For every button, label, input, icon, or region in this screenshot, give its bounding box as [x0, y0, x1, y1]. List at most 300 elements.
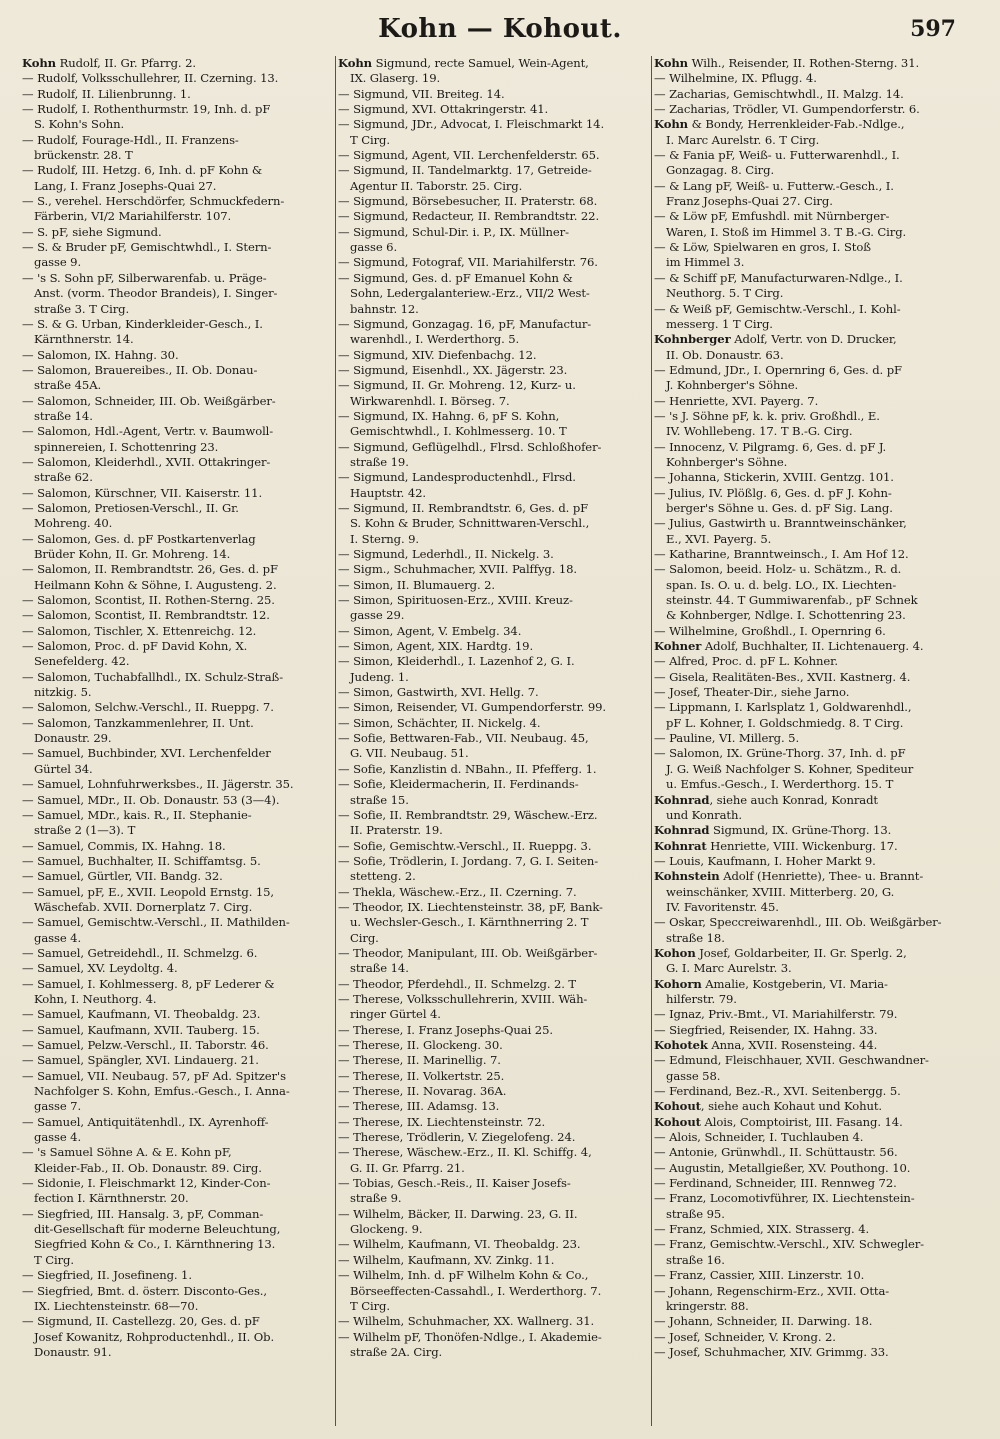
directory-entry [338, 1053, 648, 1068]
entry-text: — Sigmund, Geflügelhdl., Flrsd. Schloßhofer- [338, 439, 602, 454]
entry-continuation [338, 424, 648, 439]
entry-text: Sohn, Ledergalanteriew.-Erz., VII/2 West- [350, 286, 590, 301]
entry-text: gasse 9. [34, 255, 82, 270]
entry-text: pF L. Kohner, I. Goldschmiedg. 8. T Cirg. [666, 715, 904, 730]
directory-entry [338, 593, 648, 608]
entry-text: — Sofie, II. Rembrandtstr. 29, Wäschew.-Erz. [338, 807, 598, 822]
directory-entry [654, 71, 966, 86]
entry-text: Anna, XVII. Rosensteing. 44. [707, 1038, 878, 1052]
entry-continuation [22, 1191, 332, 1206]
directory-entry [338, 624, 648, 639]
directory-entry [654, 1191, 966, 1206]
entry-text: — & Schiff pF, Manufacturwaren-Ndlge., I. [654, 270, 903, 285]
directory-entry [654, 332, 966, 347]
entry-continuation [654, 133, 966, 148]
entry-text: — Salomon, beeid. Holz- u. Schätzm., R. d. [654, 562, 902, 577]
entry-text: J. Kohnberger's Söhne. [666, 378, 799, 393]
entry-text: — Lippmann, I. Karlsplatz 1, Goldwarenhdl., [654, 700, 912, 715]
directory-entry [338, 977, 648, 992]
entry-text: — Samuel, Antiquitätenhdl., IX. Ayrenhoff- [22, 1114, 269, 1129]
directory-entry [654, 685, 966, 700]
directory-entry [22, 271, 332, 286]
entry-text: — Samuel, Commis, IX. Hahng. 18. [22, 838, 226, 853]
entry-text: — Sigmund, XVI. Ottakringerstr. 41. [338, 102, 549, 117]
entry-text: — Therese, Wäschew.-Erz., II. Kl. Schiffg. 4, [338, 1145, 592, 1160]
directory-entry [654, 977, 966, 992]
entry-text: G. VII. Neubaug. 51. [350, 746, 469, 761]
entry-text: — Julius, Gastwirth u. Branntweinschänker, [654, 516, 907, 531]
entry-continuation [654, 777, 966, 792]
entry-text: — Franz, Gemischtw.-Verschl., XIV. Schwegler- [654, 1237, 924, 1252]
surname-heading: Kohout [654, 1114, 701, 1129]
entry-text: — Wilhelm, Inh. d. pF Wilhelm Kohn & Co., [338, 1268, 589, 1283]
entry-text: — Samuel, Gemischtw.-Verschl., II. Mathilden- [22, 915, 290, 930]
entry-text: — Salomon, Hdl.-Agent, Vertr. v. Baumwoll- [22, 424, 274, 439]
entry-text: — Salomon, Ges. d. pF Postkartenverlag [22, 531, 256, 546]
directory-entry [654, 1053, 966, 1068]
entry-text: Amalie, Kostgeberin, VI. Maria- [701, 976, 888, 991]
surname-heading: Kohon [654, 945, 696, 960]
surname-heading: Kohnrad [654, 823, 710, 838]
entry-text: — Salomon, Proc. d. pF David Kohn, X. [22, 639, 248, 654]
entry-text: — Edmund, JDr., I. Opernring 6, Ges. d. pF [654, 362, 902, 377]
directory-entry [338, 117, 648, 132]
entry-text: straße 16. [666, 1252, 725, 1267]
entry-text: & Kohnberger, Ndlge. I. Schottenring 23. [666, 608, 906, 623]
entry-continuation [338, 793, 648, 808]
directory-columns [22, 56, 966, 1431]
entry-continuation [654, 501, 966, 516]
entry-text: — Salomon, IX. Hahng. 30. [22, 347, 179, 362]
entry-text: S. Kohn's Sohn. [34, 117, 125, 132]
entry-text: — Wilhelm, Schuhmacher, XX. Wallnerg. 31. [338, 1314, 595, 1329]
directory-entry [338, 1099, 648, 1114]
entry-continuation [338, 1299, 648, 1314]
directory-entry [22, 777, 332, 792]
directory-entry [338, 854, 648, 869]
directory-entry [654, 547, 966, 562]
directory-entry [22, 869, 332, 884]
directory-entry [654, 363, 966, 378]
entry-continuation [654, 424, 966, 439]
entry-continuation [22, 1161, 332, 1176]
entry-text: Lang, I. Franz Josephs-Quai 27. [34, 178, 217, 193]
column-divider [651, 56, 652, 1426]
directory-entry [338, 1207, 648, 1222]
directory-entry [654, 700, 966, 715]
entry-text: — Salomon, Scontist, II. Rembrandtstr. 12. [22, 608, 270, 623]
directory-entry [338, 562, 648, 577]
directory-entry [654, 240, 966, 255]
directory-entry [22, 977, 332, 992]
directory-entry [654, 854, 966, 869]
entry-text: straße 62. [34, 470, 93, 485]
directory-entry [338, 1038, 648, 1053]
entry-text: — Samuel, Getreidehdl., II. Schmelzg. 6. [22, 945, 258, 960]
directory-entry [654, 1084, 966, 1099]
directory-entry [654, 486, 966, 501]
entry-text: — Siegfried, III. Hansalg. 3, pF, Comman- [22, 1206, 264, 1221]
directory-entry [654, 562, 966, 577]
entry-continuation [338, 670, 648, 685]
entry-continuation [654, 348, 966, 363]
directory-entry [654, 915, 966, 930]
entry-continuation [338, 931, 648, 946]
entry-text: — Samuel, Buchbinder, XVI. Lerchenfelder [22, 746, 271, 761]
entry-continuation [22, 117, 332, 132]
entry-text: , siehe auch Kohaut und Kohut. [700, 1099, 883, 1114]
entry-continuation [22, 179, 332, 194]
directory-entry [654, 409, 966, 424]
entry-continuation [338, 286, 648, 301]
entry-text: Donaustr. 29. [34, 731, 112, 746]
directory-entry [22, 1069, 332, 1084]
entry-text: spinnereien, I. Schottenring 23. [34, 439, 219, 454]
entry-text: — Sigmund, Gonzagag. 16, pF, Manufactur- [338, 316, 592, 331]
entry-text: brückenstr. 28. T [34, 148, 133, 163]
entry-text: — Zacharias, Gemischtwhdl., II. Malzg. 14. [654, 86, 904, 101]
entry-text: steinstr. 44. T Gummiwarenfab., pF Schnek [666, 593, 918, 608]
entry-text: — Sigmund, Börsebesucher, II. Praterstr. 68. [338, 194, 598, 209]
entry-continuation [22, 1330, 332, 1345]
entry-text: — Salomon, Schneider, III. Ob. Weißgärber- [22, 393, 276, 408]
entry-text: u. Wechsler-Gesch., I. Kärnthnerring 2. T [350, 915, 589, 930]
directory-entry [654, 823, 966, 838]
entry-text: — Rudolf, II. Lilienbrunng. 1. [22, 86, 191, 101]
entry-text: — & Löw, Spielwaren en gros, I. Stoß [654, 240, 871, 255]
entry-text: Brüder Kohn, II. Gr. Mohreng. 14. [34, 547, 231, 561]
entry-text: straße 95. [666, 1206, 725, 1221]
entry-continuation [22, 286, 332, 301]
directory-entry [338, 225, 648, 240]
entry-continuation [654, 1299, 966, 1314]
directory-entry [338, 885, 648, 900]
entry-continuation [338, 71, 648, 86]
entry-continuation [22, 823, 332, 838]
entry-text: — Tobias, Gesch.-Reis., II. Kaiser Josefs- [338, 1176, 571, 1191]
entry-text: Kärnthnerstr. 14. [34, 332, 134, 347]
entry-text: IX. Liechtensteinstr. 68—70. [34, 1298, 199, 1313]
directory-entry [338, 808, 648, 823]
entry-text: G. I. Marc Aurelstr. 3. [666, 961, 792, 976]
surname-heading: Kohn [22, 56, 57, 70]
entry-continuation [338, 332, 648, 347]
directory-entry [338, 56, 648, 71]
directory-entry [22, 915, 332, 930]
entry-continuation [654, 578, 966, 593]
entry-text: Wilh., Reisender, II. Rothen-Sterng. 31. [688, 56, 920, 70]
directory-entry [654, 516, 966, 531]
directory-entry [22, 56, 332, 71]
directory-entry [654, 1145, 966, 1160]
entry-text: — S., verehel. Herschdörfer, Schmuckfedern- [22, 194, 285, 209]
entry-text: — Simon, Gastwirth, XVI. Hellg. 7. [338, 685, 539, 700]
directory-entry [22, 348, 332, 363]
directory-entry [654, 1284, 966, 1299]
entry-continuation [338, 1222, 648, 1237]
entry-text: — Sigmund, Agent, VII. Lerchenfelderstr. 65. [338, 148, 600, 163]
entry-continuation [338, 746, 648, 761]
directory-entry [654, 179, 966, 194]
directory-entry [654, 1222, 966, 1237]
directory-entry [338, 1237, 648, 1252]
entry-text: — Samuel, MDr., II. Ob. Donaustr. 53 (3—4). [22, 792, 280, 807]
entry-continuation [338, 1007, 648, 1022]
directory-entry [22, 1284, 332, 1299]
entry-text: Senefelderg. 42. [34, 654, 130, 669]
directory-entry [22, 793, 332, 808]
directory-entry [338, 87, 648, 102]
directory-entry [654, 1330, 966, 1345]
directory-entry [22, 885, 332, 900]
entry-text: — Louis, Kaufmann, I. Hoher Markt 9. [654, 853, 876, 868]
directory-entry [22, 71, 332, 86]
directory-entry [654, 869, 966, 884]
entry-text: — Ferdinand, Schneider, III. Rennweg 72. [654, 1176, 897, 1191]
entry-continuation [22, 731, 332, 746]
entry-text: und Konrath. [666, 807, 742, 822]
entry-continuation [654, 900, 966, 915]
entry-text: — Gisela, Realitäten-Bes., XVII. Kastnerg. 4. [654, 669, 911, 684]
directory-entry [22, 102, 332, 117]
entry-text: — Augustin, Metallgießer, XV. Pouthong. 10. [654, 1160, 911, 1175]
entry-text: hilferstr. 79. [666, 991, 737, 1006]
directory-entry [22, 1115, 332, 1130]
entry-text: — Josef, Theater-Dir., siehe Jarno. [654, 685, 850, 700]
directory-entry [22, 1207, 332, 1222]
entry-continuation [22, 378, 332, 393]
entry-text: — S. & Bruder pF, Gemischtwhdl., I. Stern- [22, 240, 272, 255]
entry-text: — Wilhelm, Bäcker, II. Darwing. 23, G. II. [338, 1206, 578, 1221]
directory-entry [22, 455, 332, 470]
directory-entry [338, 1314, 648, 1329]
directory-entry [654, 440, 966, 455]
entry-continuation [338, 1345, 648, 1360]
directory-entry [338, 501, 648, 516]
directory-entry [338, 148, 648, 163]
directory-entry [338, 409, 648, 424]
entry-text: — Sigmund, VII. Breiteg. 14. [338, 86, 505, 101]
directory-entry [338, 1176, 648, 1191]
directory-entry [338, 1145, 648, 1160]
entry-text: straße 14. [34, 408, 93, 423]
entry-text: weinschänker, XVIII. Mitterberg. 20, G. [666, 884, 895, 899]
directory-entry [22, 593, 332, 608]
entry-continuation [654, 378, 966, 393]
entry-text: — Sofie, Kleidermacherin, II. Ferdinands- [338, 777, 579, 792]
directory-entry [654, 946, 966, 961]
entry-text: im Himmel 3. [666, 255, 745, 270]
entry-text: — Sigmund, Ges. d. pF Emanuel Kohn & [338, 270, 573, 285]
entry-text: — Simon, Kleiderhdl., I. Lazenhof 2, G. I. [338, 654, 575, 669]
entry-text: Josef Kowanitz, Rohproductenhdl., II. Ob. [34, 1329, 275, 1344]
entry-continuation [654, 992, 966, 1007]
entry-text: Gürtel 34. [34, 761, 93, 776]
directory-entry [654, 1038, 966, 1053]
entry-continuation [654, 1207, 966, 1222]
entry-text: — Samuel, Kaufmann, XVII. Tauberg. 15. [22, 1022, 260, 1037]
directory-entry [338, 363, 648, 378]
entry-text: — Salomon, Tischler, X. Ettenreichg. 12. [22, 623, 257, 638]
entry-text: — Salomon, Scontist, II. Rothen-Sterng. 25. [22, 593, 275, 608]
entry-text: IX. Glaserg. 19. [350, 71, 441, 86]
entry-continuation [654, 885, 966, 900]
entry-text: IV. Favoritenstr. 45. [666, 899, 779, 914]
entry-text: Wirkwarenhdl. I. Börseg. 7. [350, 393, 510, 408]
entry-text: — Simon, Schächter, II. Nickelg. 4. [338, 715, 541, 730]
entry-text: — S. pF, siehe Sigmund. [22, 224, 162, 239]
entry-text: — Simon, Reisender, VI. Gumpendorferstr. 99. [338, 700, 606, 715]
page-number: 597 [910, 16, 956, 42]
directory-entry [22, 194, 332, 209]
entry-text: — Alfred, Proc. d. pF L. Kohner. [654, 654, 838, 669]
entry-text: J. G. Weiß Nachfolger S. Kohner, Spediteur [666, 761, 914, 776]
entry-text: Franz Josephs-Quai 27. Cirg. [666, 194, 833, 209]
directory-entry [338, 1084, 648, 1099]
directory-entry [654, 56, 966, 71]
directory-entry [22, 1007, 332, 1022]
entry-continuation [654, 455, 966, 470]
entry-text: Neuthorg. 5. T Cirg. [666, 286, 784, 301]
entry-text: — & Weiß pF, Gemischtw.-Verschl., I. Kohl- [654, 301, 901, 316]
entry-continuation [22, 1222, 332, 1237]
entry-text: — Rudolf, III. Hetzg. 6, Inh. d. pF Kohn & [22, 163, 263, 178]
surname-heading: Kohotek [654, 1038, 708, 1052]
entry-text: Josef, Goldarbeiter, II. Gr. Sperlg. 2, [695, 945, 907, 960]
entry-continuation [654, 194, 966, 209]
directory-entry [338, 194, 648, 209]
directory-entry [338, 271, 648, 286]
entry-text: straße 2A. Cirg. [350, 1344, 443, 1359]
entry-text: Glockeng. 9. [350, 1222, 423, 1237]
column-divider [335, 56, 336, 1426]
entry-text: straße 3. T Cirg. [34, 301, 130, 316]
entry-text: — Sigmund, II. Rembrandtstr. 6, Ges. d. pF [338, 500, 589, 515]
directory-entry [22, 1038, 332, 1053]
directory-entry [338, 777, 648, 792]
entry-text: T Cirg. [34, 1252, 74, 1267]
entry-text: — Samuel, Buchhalter, II. Schiffamtsg. 5. [22, 853, 261, 868]
entry-continuation [22, 470, 332, 485]
entry-text: — Samuel, XV. Leydoltg. 4. [22, 961, 178, 976]
entry-continuation [22, 209, 332, 224]
entry-text: — Johanna, Stickerin, XVIII. Gentzg. 101. [654, 470, 894, 485]
entry-continuation [654, 532, 966, 547]
directory-entry [338, 992, 648, 1007]
directory-entry [22, 240, 332, 255]
entry-text: — Ignaz, Priv.-Bmt., VI. Mariahilferstr. 79. [654, 1007, 898, 1022]
directory-entry [22, 624, 332, 639]
directory-entry [654, 148, 966, 163]
entry-text: Judeng. 1. [350, 669, 409, 684]
entry-text: — Sigmund, Fotograf, VII. Mariahilferstr. 76. [338, 255, 598, 270]
entry-continuation [22, 148, 332, 163]
directory-entry [654, 1161, 966, 1176]
entry-continuation [654, 961, 966, 976]
surname-heading: Kohnrad [654, 792, 710, 807]
directory-entry [654, 1130, 966, 1145]
entry-text: — & Löw pF, Emfushdl. mit Nürnberger- [654, 209, 890, 224]
entry-continuation [654, 225, 966, 240]
entry-continuation [654, 593, 966, 608]
entry-continuation [338, 302, 648, 317]
entry-text: — Sigmund, Eisenhdl., XX. Jägerstr. 23. [338, 362, 568, 377]
entry-text: — Wilhelm, Kaufmann, XV. Zinkg. 11. [338, 1252, 555, 1267]
entry-text: u. Emfus.-Gesch., I. Werderthorg. 15. T [666, 777, 894, 792]
entry-continuation [22, 409, 332, 424]
entry-continuation [22, 762, 332, 777]
entry-text: gasse 58. [666, 1068, 721, 1083]
entry-text: S. Kohn & Bruder, Schnittwaren-Verschl., [350, 516, 590, 531]
directory-entry [654, 271, 966, 286]
directory-entry [338, 1115, 648, 1130]
directory-entry [654, 624, 966, 639]
entry-text: — Wilhelmine, Großhdl., I. Opernring 6. [654, 623, 886, 638]
entry-continuation [22, 1237, 332, 1252]
entry-text: straße 18. [666, 930, 725, 945]
entry-text: — Salomon, Selchw.-Verschl., II. Rueppg. 7. [22, 700, 274, 715]
entry-text: — Johann, Regenschirm-Erz., XVII. Otta- [654, 1283, 890, 1298]
directory-entry [654, 1176, 966, 1191]
entry-continuation [338, 823, 648, 838]
directory-entry [654, 117, 966, 132]
directory-entry [338, 163, 648, 178]
entry-text: — Josef, Schneider, V. Krong. 2. [654, 1329, 836, 1344]
entry-continuation [338, 1161, 648, 1176]
entry-text: dit-Gesellschaft für moderne Beleuchtung, [34, 1222, 281, 1237]
entry-continuation [338, 961, 648, 976]
directory-entry [22, 486, 332, 501]
entry-continuation [338, 240, 648, 255]
directory-entry [22, 424, 332, 439]
entry-text: gasse 4. [34, 930, 82, 945]
entry-text: — & Fania pF, Weiß- u. Futterwarenhdl., I. [654, 148, 900, 163]
directory-entry [654, 654, 966, 669]
entry-text: warenhdl., I. Werderthorg. 5. [350, 332, 520, 347]
entry-continuation [338, 1191, 648, 1206]
entry-text: — 's J. Söhne pF, k. k. priv. Großhdl., E. [654, 408, 880, 423]
directory-entry [22, 808, 332, 823]
entry-text: Färberin, VI/2 Mariahilferstr. 107. [34, 209, 232, 224]
entry-continuation [654, 255, 966, 270]
entry-text: Nachfolger S. Kohn, Emfus.-Gesch., I. Anna- [34, 1084, 290, 1099]
entry-text: kringerstr. 88. [666, 1298, 749, 1313]
entry-text: — Salomon, Pretiosen-Verschl., II. Gr. [22, 500, 239, 515]
directory-entry [654, 1237, 966, 1252]
entry-continuation [22, 1299, 332, 1314]
entry-text: — Sigm., Schuhmacher, XVII. Palffyg. 18. [338, 562, 578, 577]
entry-text: — Siegfried, Reisender, IX. Hahng. 33. [654, 1022, 878, 1037]
directory-entry [654, 1314, 966, 1329]
entry-text: — Therese, II. Glockeng. 30. [338, 1038, 503, 1052]
entry-continuation [654, 163, 966, 178]
entry-text: — Wilhelmine, IX. Pflugg. 4. [654, 71, 817, 86]
entry-text: — Samuel, pF, E., XVII. Leopold Ernstg. 15, [22, 884, 275, 899]
directory-entry [654, 1268, 966, 1283]
entry-text: — Samuel, MDr., kais. R., II. Stephanie- [22, 807, 252, 822]
entry-continuation [654, 762, 966, 777]
directory-entry [654, 102, 966, 117]
entry-text: — Salomon, Tuchabfallhdl., IX. Schulz-Straß- [22, 669, 284, 684]
surname-heading: Kohnberger [654, 332, 731, 347]
directory-entry [338, 348, 648, 363]
entry-text: Börseeffecten-Cassahdl., I. Werderthorg. 7. [350, 1283, 602, 1298]
directory-entry [22, 87, 332, 102]
directory-entry [338, 578, 648, 593]
directory-entry [338, 209, 648, 224]
entry-continuation [654, 808, 966, 823]
entry-continuation [22, 1099, 332, 1114]
